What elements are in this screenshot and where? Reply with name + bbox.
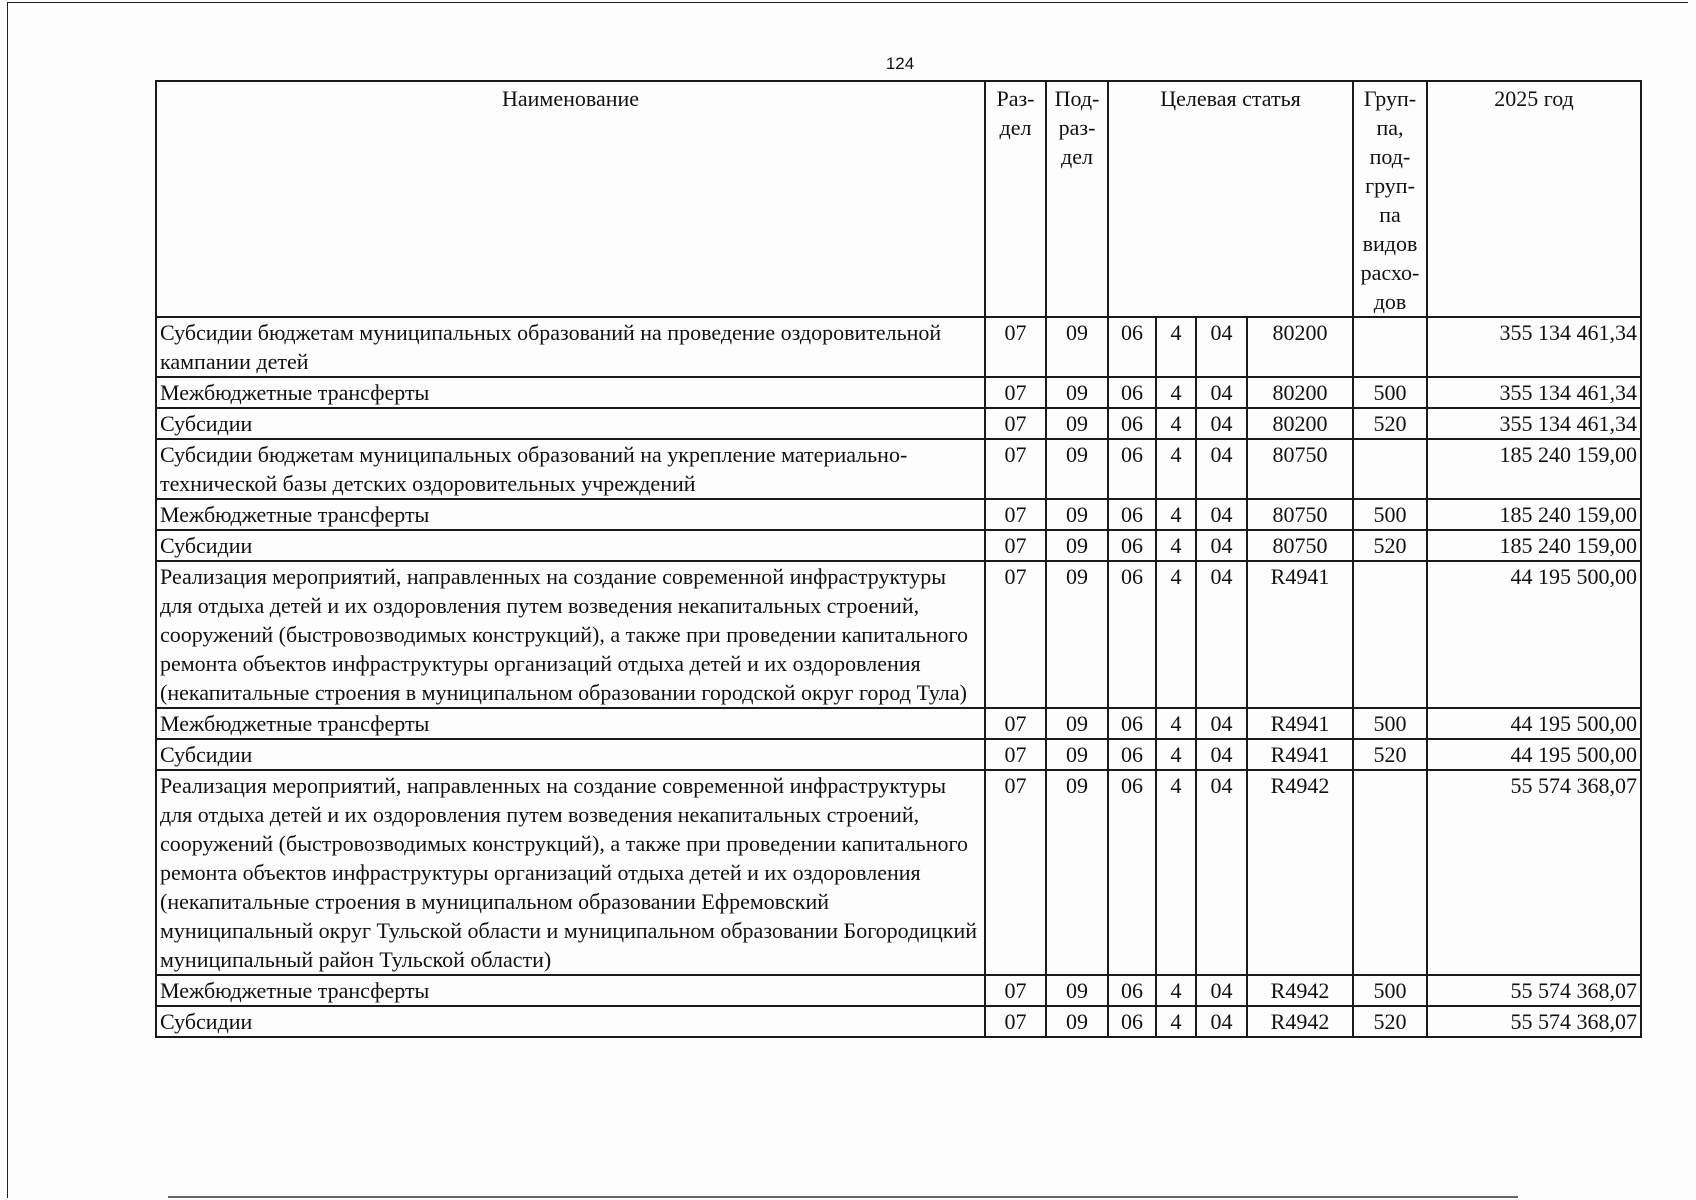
cell-target-subprogram: 04 [1196,739,1247,770]
table-row [156,708,1641,739]
cell-target-subprogram: 04 [1196,499,1247,530]
cell-razdel: 07 [985,530,1046,561]
cell-target-program: 06 [1108,739,1156,770]
cell-target-program: 06 [1108,499,1156,530]
cell-podrazdel: 09 [1046,561,1108,708]
header-razdel: Раз- дел [985,81,1046,317]
cell-target-type: 4 [1156,530,1196,561]
cell-razdel: 07 [985,317,1046,377]
cell-expense-group: 520 [1353,530,1427,561]
header-name: Наименование [156,81,985,317]
cell-target-program: 06 [1108,1006,1156,1037]
cell-target-direction: R4942 [1247,1006,1353,1037]
table-row [156,770,1641,975]
cell-expense-group: 500 [1353,499,1427,530]
table-row [156,530,1641,561]
cell-target-subprogram: 04 [1196,408,1247,439]
cell-target-subprogram: 04 [1196,377,1247,408]
cell-name: Субсидии бюджетам муниципальных образований на проведение оздоровительной кампании детей [156,317,985,377]
cell-target-program: 06 [1108,439,1156,499]
cell-amount: 44 195 500,00 [1427,561,1641,708]
cell-target-type: 4 [1156,770,1196,975]
cell-expense-group [1353,561,1427,708]
cell-target-program: 06 [1108,975,1156,1006]
cell-amount: 55 574 368,07 [1427,770,1641,975]
table-row [156,317,1641,377]
cell-name: Субсидии бюджетам муниципальных образований на укрепление материально-технической базы детских оздоровительных учреждений [156,439,985,499]
cell-podrazdel: 09 [1046,975,1108,1006]
table-row [156,1006,1641,1037]
cell-podrazdel: 09 [1046,739,1108,770]
table-row [156,439,1641,499]
cell-razdel: 07 [985,439,1046,499]
page-number-container [0,54,1696,74]
cell-target-subprogram: 04 [1196,708,1247,739]
cell-amount: 355 134 461,34 [1427,408,1641,439]
header-podrazdel: Под- раз- дел [1046,81,1108,317]
cell-target-direction: R4942 [1247,770,1353,975]
cell-amount: 55 574 368,07 [1427,1006,1641,1037]
cell-target-type: 4 [1156,975,1196,1006]
cell-podrazdel: 09 [1046,317,1108,377]
cell-podrazdel: 09 [1046,530,1108,561]
scan-border-top [8,2,1688,3]
cell-target-program: 06 [1108,408,1156,439]
scan-border-bottom [168,1196,1518,1198]
cell-target-subprogram: 04 [1196,770,1247,975]
cell-amount: 355 134 461,34 [1427,377,1641,408]
cell-name: Межбюджетные трансферты [156,708,985,739]
cell-target-program: 06 [1108,377,1156,408]
cell-amount: 185 240 159,00 [1427,499,1641,530]
cell-expense-group [1353,770,1427,975]
cell-expense-group: 500 [1353,377,1427,408]
table-row [156,561,1641,708]
table-row [156,975,1641,1006]
cell-target-type: 4 [1156,1006,1196,1037]
cell-podrazdel: 09 [1046,499,1108,530]
cell-amount: 44 195 500,00 [1427,708,1641,739]
cell-razdel: 07 [985,561,1046,708]
cell-target-type: 4 [1156,317,1196,377]
cell-target-type: 4 [1156,561,1196,708]
table-header-row [156,81,1641,317]
cell-razdel: 07 [985,975,1046,1006]
cell-name: Субсидии [156,739,985,770]
cell-target-subprogram: 04 [1196,317,1247,377]
header-target-article: Целевая статья [1108,81,1353,317]
table-body [156,317,1641,1037]
cell-expense-group: 500 [1353,975,1427,1006]
cell-target-direction: 80200 [1247,408,1353,439]
cell-target-type: 4 [1156,408,1196,439]
cell-target-direction: R4942 [1247,975,1353,1006]
table-row [156,408,1641,439]
cell-podrazdel: 09 [1046,708,1108,739]
cell-target-subprogram: 04 [1196,975,1247,1006]
cell-razdel: 07 [985,739,1046,770]
cell-amount: 355 134 461,34 [1427,317,1641,377]
cell-target-type: 4 [1156,739,1196,770]
cell-target-type: 4 [1156,439,1196,499]
cell-target-program: 06 [1108,530,1156,561]
cell-name: Субсидии [156,530,985,561]
cell-amount: 185 240 159,00 [1427,530,1641,561]
cell-expense-group: 500 [1353,708,1427,739]
cell-razdel: 07 [985,708,1046,739]
cell-target-subprogram: 04 [1196,1006,1247,1037]
cell-name: Межбюджетные трансферты [156,377,985,408]
cell-name: Межбюджетные трансферты [156,975,985,1006]
cell-target-type: 4 [1156,708,1196,739]
cell-podrazdel: 09 [1046,377,1108,408]
cell-name: Субсидии [156,1006,985,1037]
cell-target-program: 06 [1108,317,1156,377]
cell-target-program: 06 [1108,561,1156,708]
cell-target-direction: 80750 [1247,530,1353,561]
cell-expense-group: 520 [1353,408,1427,439]
cell-target-direction: 80200 [1247,377,1353,408]
cell-target-subprogram: 04 [1196,530,1247,561]
cell-expense-group [1353,317,1427,377]
cell-expense-group: 520 [1353,1006,1427,1037]
cell-target-program: 06 [1108,708,1156,739]
cell-target-type: 4 [1156,499,1196,530]
page-number: 124 [885,54,915,73]
cell-razdel: 07 [985,408,1046,439]
cell-amount: 185 240 159,00 [1427,439,1641,499]
budget-table [155,80,1642,1038]
cell-target-subprogram: 04 [1196,439,1247,499]
cell-target-direction: R4941 [1247,739,1353,770]
cell-expense-group: 520 [1353,739,1427,770]
cell-target-subprogram: 04 [1196,561,1247,708]
cell-name: Реализация мероприятий, направленных на создание современной инфраструктуры для отдыха детей и их оздоровления путем возведения некапитальных строений, сооружений (быстровозводимых конструкций), а также при проведении капитального ремонта объектов инфраструктуры организаций отдыха детей и их оздоровления (некапитальные строения в муниципальном образовании городской округ город Тула) [156,561,985,708]
header-year: 2025 год [1427,81,1641,317]
cell-podrazdel: 09 [1046,408,1108,439]
cell-name: Реализация мероприятий, направленных на создание современной инфраструктуры для отдыха детей и их оздоровления путем возведения некапитальных строений, сооружений (быстровозводимых конструкций), а также при проведении капитального ремонта объектов инфраструктуры организаций отдыха детей и их оздоровления (некапитальные строения в муниципальном образовании Ефремовский муниципальный округ Тульской области и муниципальном образовании Богородицкий муниципальный район Тульской области) [156,770,985,975]
header-expense-group: Груп- па, под- груп- па видов расхо- дов [1353,81,1427,317]
cell-name: Субсидии [156,408,985,439]
scan-border-left [7,2,8,1198]
cell-target-direction: R4941 [1247,708,1353,739]
cell-target-type: 4 [1156,377,1196,408]
cell-amount: 55 574 368,07 [1427,975,1641,1006]
cell-podrazdel: 09 [1046,1006,1108,1037]
cell-target-direction: 80200 [1247,317,1353,377]
cell-podrazdel: 09 [1046,439,1108,499]
cell-target-direction: 80750 [1247,439,1353,499]
cell-razdel: 07 [985,499,1046,530]
table-row [156,499,1641,530]
cell-expense-group [1353,439,1427,499]
cell-razdel: 07 [985,770,1046,975]
cell-amount: 44 195 500,00 [1427,739,1641,770]
cell-target-direction: R4941 [1247,561,1353,708]
table-row [156,377,1641,408]
cell-target-direction: 80750 [1247,499,1353,530]
cell-razdel: 07 [985,1006,1046,1037]
cell-podrazdel: 09 [1046,770,1108,975]
cell-target-program: 06 [1108,770,1156,975]
table-row [156,739,1641,770]
cell-name: Межбюджетные трансферты [156,499,985,530]
cell-razdel: 07 [985,377,1046,408]
